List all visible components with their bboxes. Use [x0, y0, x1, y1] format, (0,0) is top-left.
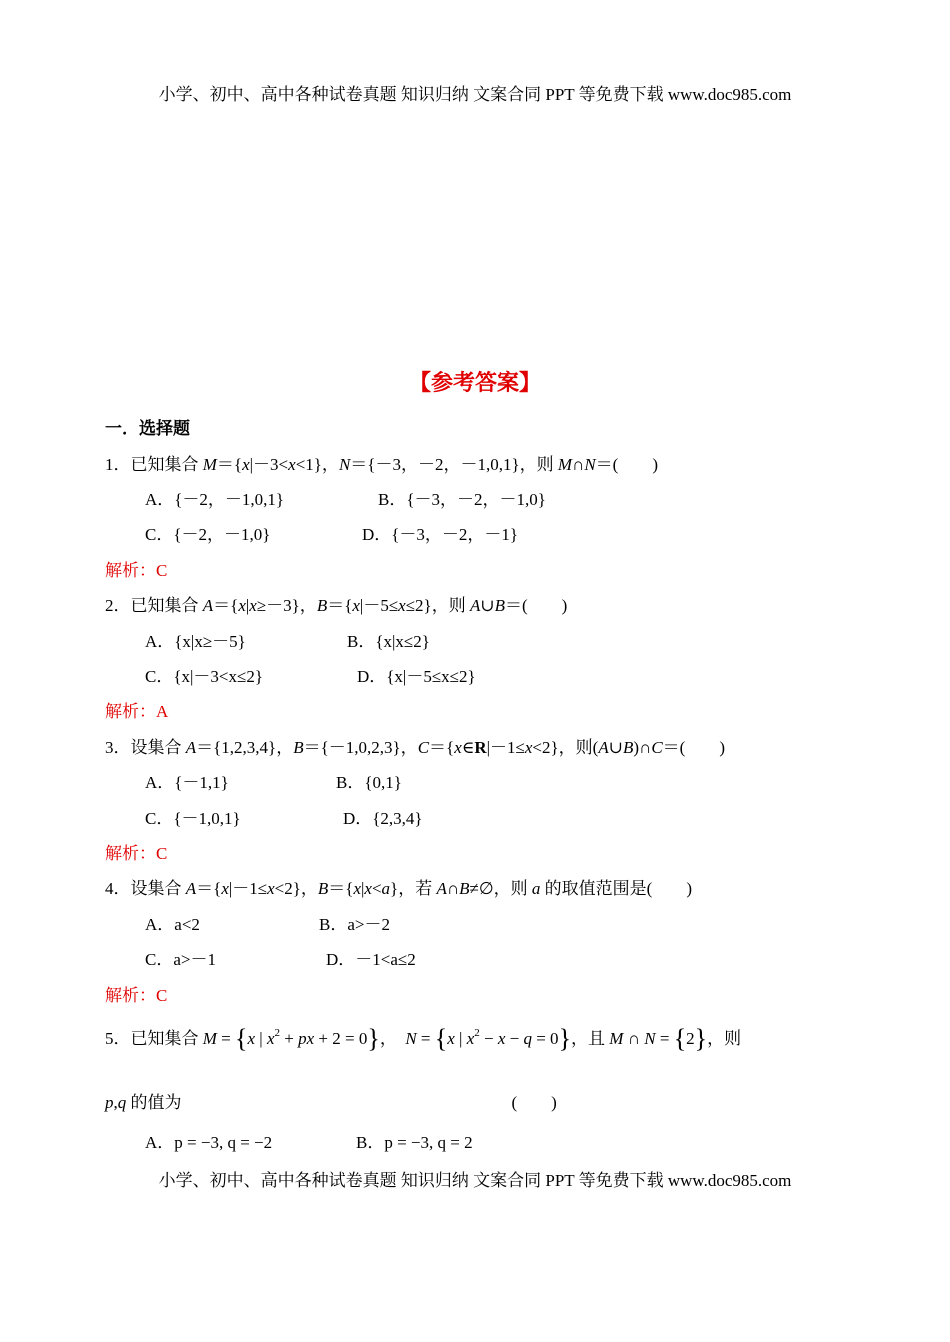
q1-option-c: C．{－2，－1,0}: [145, 525, 271, 544]
q4-option-b: B．a>－2: [319, 915, 390, 934]
q4-option-c: C．a>－1: [145, 950, 216, 969]
q3-answer: 解析：C: [105, 844, 168, 863]
q2-option-d: D．{x|－5≤x≤2}: [357, 667, 476, 686]
q4-stem: 4．设集合 A＝{x|－1≤x<2}，B＝{x|x<a}，若 A∩B≠∅，则 a 的取值范围是( ): [105, 879, 692, 898]
q1-answer: 解析：C: [105, 561, 168, 580]
page-footer: 小学、初中、高中各种试卷真题 知识归纳 文案合同 PPT 等免费下载 www.doc985.com: [158, 1171, 792, 1190]
q3-option-d: D．{2,3,4}: [343, 809, 423, 828]
q5-option-a: A．p = −3, q = −2: [145, 1133, 273, 1152]
q4-option-d: D．－1<a≤2: [326, 950, 416, 969]
q3-option-b: B．{0,1}: [336, 773, 402, 792]
q4-option-a: A．a<2: [145, 915, 200, 934]
q2-answer: 解析：A: [105, 702, 169, 721]
page-header: 小学、初中、高中各种试卷真题 知识归纳 文案合同 PPT 等免费下载 www.doc985.com: [158, 85, 792, 104]
q1-option-b: B．{－3，－2，－1,0}: [378, 490, 546, 509]
q5-stem-line1: 5．已知集合 M = {x | $x^2$ + px + 2 = 0}， N = {x | $x^2 - x - q = 0$}，且 M ∩ N = {2}，则: [105, 1024, 742, 1053]
q1-option-a: A．{－2，－1,0,1}: [145, 490, 285, 509]
answer-key-title: 【参考答案】: [408, 370, 541, 395]
q2-option-c: C．{x|－3<x≤2}: [145, 667, 263, 686]
q1-stem: 1．已知集合 M＝{x|－3<x<1}，N＝{－3，－2，－1,0,1}，则 M∩N＝( ): [105, 455, 658, 474]
q3-stem: 3．设集合 A＝{1,2,3,4}，B＝{－1,0,2,3}，C＝{x∈R|－1≤x<2}，则(A∪B)∩C＝( ): [105, 738, 725, 757]
q1-option-d: D．{－3，－2，－1}: [362, 525, 519, 544]
q5-option-b: B．p = −3, q = 2: [356, 1133, 473, 1152]
q3-option-c: C．{－1,0,1}: [145, 809, 241, 828]
q3-option-a: A．{－1,1}: [145, 773, 229, 792]
q2-stem: 2．已知集合 A＝{x|x≥－3}，B＝{x|－5≤x≤2}，则 A∪B＝( ): [105, 596, 568, 615]
q4-answer: 解析：C: [105, 986, 168, 1005]
q5-stem-line2: p,q 的值为 ( ): [105, 1093, 557, 1112]
q2-option-a: A．{x|x≥－5}: [145, 632, 246, 651]
section-heading: 一．选择题: [105, 419, 190, 438]
q2-option-b: B．{x|x≤2}: [347, 632, 430, 651]
